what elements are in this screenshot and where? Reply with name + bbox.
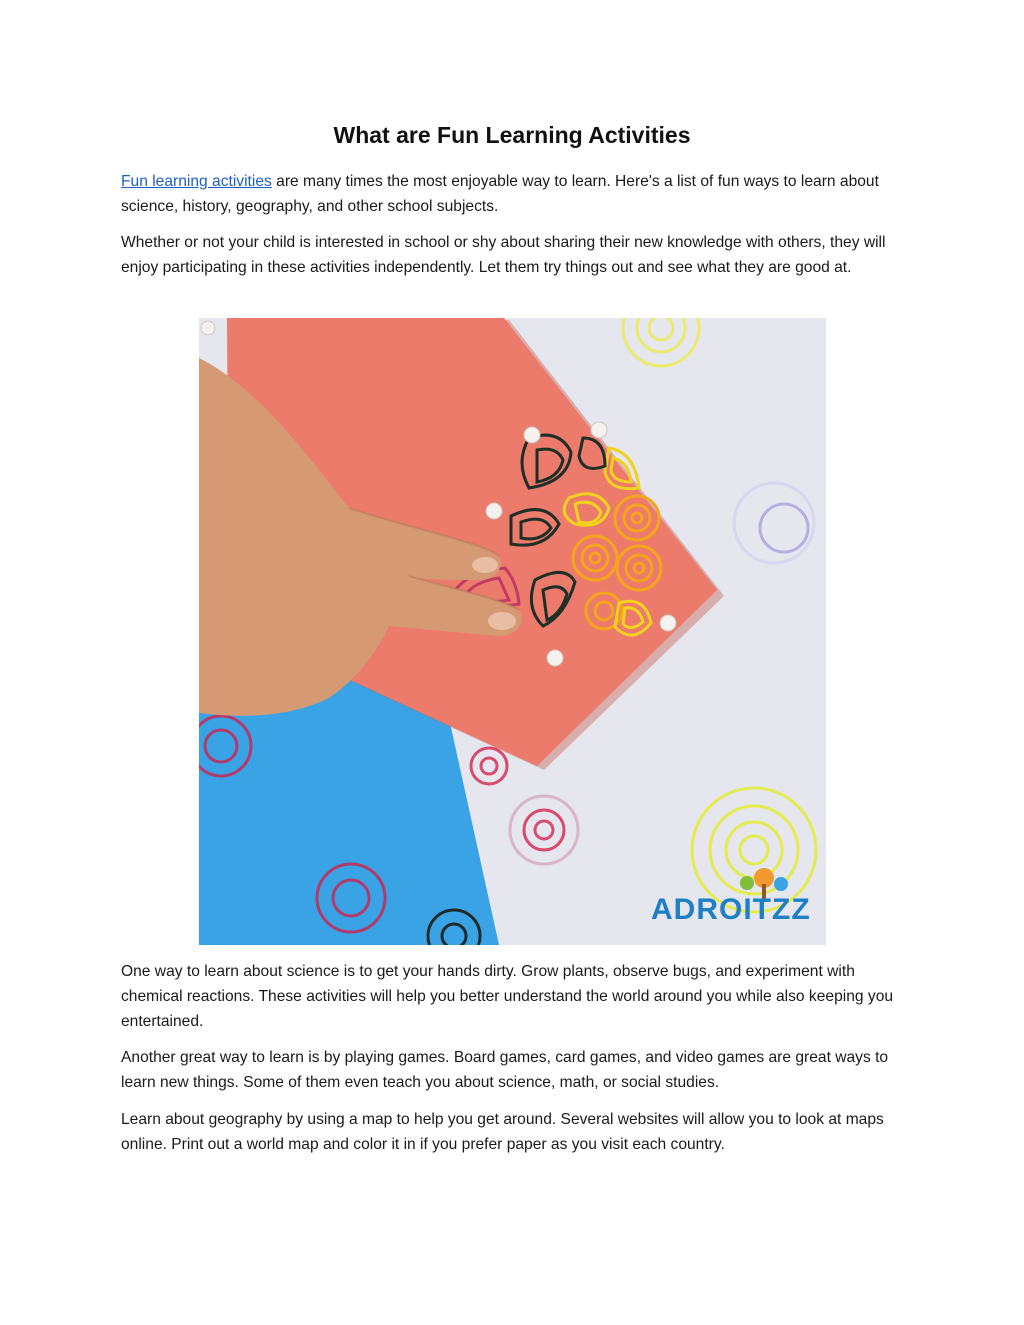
intro-text: are many times the most enjoyable way to learn. Here's a list of fun ways to learn about science, history, geography, and other school subjects. (121, 173, 879, 215)
paragraph-2: Whether or not your child is interested in school or shy about sharing their new knowledge with others, they will enjoy participating in these activities independently. Let them try things out and see what they are good at. (121, 234, 886, 276)
logo-text: ADROITZZ (651, 893, 811, 926)
page-title: What are Fun Learning Activities (333, 122, 691, 148)
quilling-craft-illustration (199, 318, 826, 945)
fun-learning-activities-link[interactable]: Fun learning activities (121, 173, 272, 190)
intro-paragraph (121, 169, 911, 219)
quilling-craft-photo (199, 318, 826, 945)
paragraph-3: One way to learn about science is to get your hands dirty. Grow plants, observe bugs, and experiment with chemical reactions. These activities will help you better understand the world around you while also keeping you entertained. (121, 963, 894, 1030)
paragraph-4: Another great way to learn is by playing games. Board games, card games, and video games are great ways to learn new things. Some of them even teach you about science, math, or social studies. (121, 1049, 889, 1091)
paragraph-5: Learn about geography by using a map to help you get around. Several websites will allow you to look at maps online. Print out a world map and color it in if you prefer paper as you visit each country. (121, 1111, 884, 1153)
